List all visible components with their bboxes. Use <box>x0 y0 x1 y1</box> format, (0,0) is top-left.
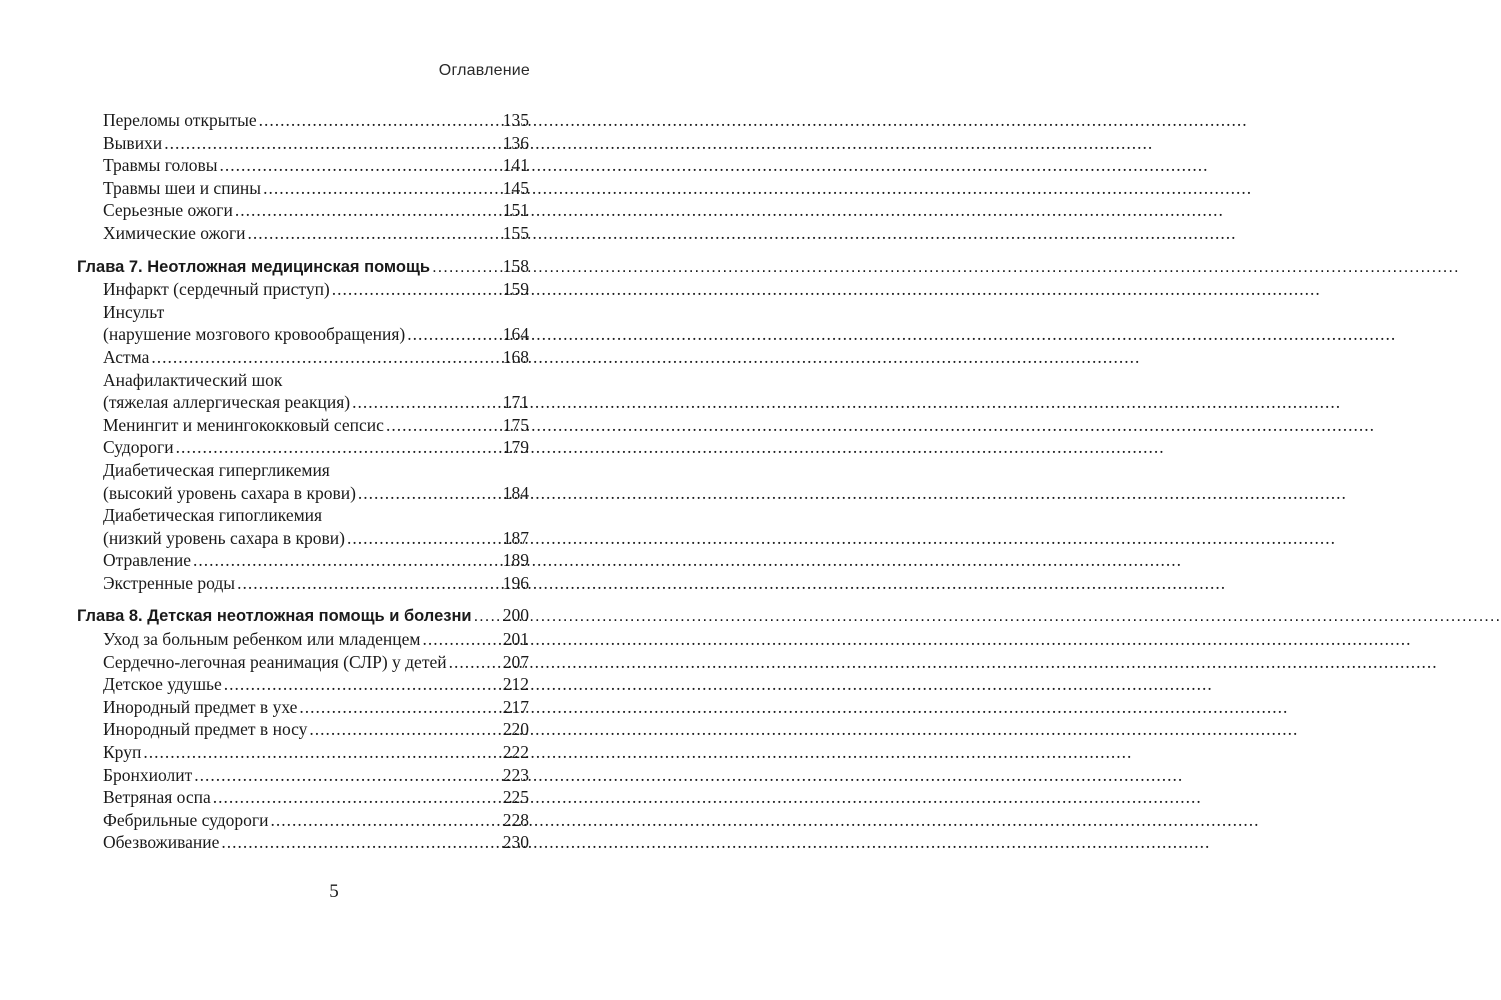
toc-entry-page: 175 <box>502 414 529 435</box>
toc-leader-dots <box>237 572 501 595</box>
toc-entry-page: 184 <box>502 482 529 503</box>
toc-leader-dots <box>432 256 501 279</box>
toc-chapter-title: Глава 8. Детская неотложная помощь и болезни <box>77 607 472 626</box>
toc-entry[interactable] <box>77 199 529 222</box>
toc-entry-title: Вывихи <box>103 132 163 153</box>
toc-entry-title-line1: Диабетическая гипергликемия <box>103 459 330 480</box>
toc-entry[interactable] <box>77 527 529 550</box>
toc-leader-dots <box>358 482 501 505</box>
toc-entry[interactable] <box>77 831 529 854</box>
toc-entry-page: 141 <box>502 155 529 176</box>
toc-entry[interactable] <box>77 651 529 674</box>
toc-entry-page: 187 <box>502 527 529 548</box>
toc-entry-title: Сердечно-легочная реанимация (СЛР) у детей <box>103 651 447 672</box>
toc-entry[interactable] <box>77 628 529 651</box>
toc-entry-page: 223 <box>502 764 529 785</box>
toc-entry-title: Травмы головы <box>103 155 218 176</box>
toc-entry-page: 189 <box>502 550 529 571</box>
toc-chapter-title: Глава 7. Неотложная медицинская помощь <box>77 257 431 276</box>
toc-entry-title: Инородный предмет в ухе <box>103 696 298 717</box>
toc-entry-title-line1: Инсульт <box>103 301 165 322</box>
toc-leader-dots <box>193 549 501 572</box>
toc-chapter-heading[interactable] <box>77 604 529 628</box>
toc-leader-dots <box>332 278 501 301</box>
toc-entry-page: 207 <box>502 651 529 672</box>
toc-entry-page: 212 <box>502 674 529 695</box>
toc-entry-page: 230 <box>502 832 529 853</box>
toc-entry[interactable] <box>77 696 529 719</box>
toc-entry[interactable] <box>77 482 529 505</box>
toc-entry-title: Переломы открытые <box>103 110 257 130</box>
toc-entry-title: Травмы шеи и спины <box>103 177 262 198</box>
toc-entry-page: 179 <box>502 437 529 458</box>
toc-entry[interactable] <box>77 109 529 132</box>
toc-entry[interactable] <box>77 809 529 832</box>
toc-entry[interactable] <box>77 154 529 177</box>
toc-entry-title: Химические ожоги <box>103 222 246 243</box>
toc-entry-title: Серьезные ожоги <box>103 200 233 221</box>
toc-chapter-page: 200 <box>502 605 529 626</box>
toc-entry-page: 220 <box>502 719 529 740</box>
toc-leader-dots <box>194 764 500 787</box>
toc-chapter-page: 158 <box>502 255 529 276</box>
toc-entry[interactable] <box>77 414 529 437</box>
toc-entry-page: 171 <box>502 392 529 413</box>
toc-entry-page: 145 <box>502 177 529 198</box>
toc-leader-dots <box>263 177 501 200</box>
toc-leader-dots <box>164 132 501 155</box>
toc-entry-title: Астма <box>103 346 150 367</box>
toc-entry-title: (нарушение мозгового кровообращения) <box>103 324 406 345</box>
toc-entry-title: Менингит и менингококковый сепсис <box>103 414 384 435</box>
toc-entry-page: 135 <box>502 110 529 130</box>
toc-entry-title: Уход за больным ребенком или младенцем <box>103 629 421 650</box>
toc-entry-page: 222 <box>502 742 529 763</box>
toc-entry[interactable] <box>77 278 529 301</box>
toc-leader-dots <box>224 673 501 696</box>
toc-entry-page: 159 <box>502 279 529 300</box>
toc-entry-title: Бронхиолит <box>103 764 193 785</box>
toc-entry-title: Обезвоживание <box>103 832 220 853</box>
running-head: Оглавление <box>438 62 530 79</box>
toc-entry-line <box>77 504 529 527</box>
toc-entry[interactable] <box>77 673 529 696</box>
toc-entry-page: 164 <box>502 324 529 345</box>
toc-entry[interactable] <box>77 391 529 414</box>
toc-entry[interactable] <box>77 718 529 741</box>
toc-leader-dots <box>176 436 501 459</box>
toc-leader-dots <box>407 323 500 346</box>
page-number: 5 <box>329 881 339 902</box>
toc-leader-dots <box>270 809 500 832</box>
toc-entry-line <box>77 369 529 392</box>
toc-entry-title: Детское удушье <box>103 674 222 695</box>
toc-leader-dots <box>347 527 501 550</box>
table-of-contents <box>77 109 529 864</box>
toc-leader-dots <box>235 199 501 222</box>
toc-entry-title: (низкий уровень сахара в крови) <box>103 527 346 548</box>
toc-entry-page: 228 <box>502 809 529 830</box>
toc-entry[interactable] <box>77 436 529 459</box>
toc-leader-dots <box>213 786 501 809</box>
toc-entry-page: 201 <box>502 629 529 650</box>
toc-entry-title: Отравление <box>103 550 192 571</box>
toc-entry-title: Фебрильные судороги <box>103 809 269 830</box>
toc-leader-dots <box>299 696 500 719</box>
toc-entry[interactable] <box>77 764 529 787</box>
toc-leader-dots <box>259 109 501 132</box>
toc-entry[interactable] <box>77 572 529 595</box>
toc-entry-page: 155 <box>502 222 529 243</box>
toc-leader-dots <box>352 391 501 414</box>
toc-section <box>77 255 529 595</box>
toc-entry-line <box>77 459 529 482</box>
toc-entry[interactable] <box>77 741 529 764</box>
toc-leader-dots <box>221 831 500 854</box>
toc-entry-page: 196 <box>502 572 529 593</box>
toc-entry-title: Ветряная оспа <box>103 787 211 808</box>
toc-entry-title-line1: Анафилактический шок <box>103 369 283 390</box>
toc-leader-dots <box>422 628 500 651</box>
toc-entry-title-line1: Диабетическая гипогликемия <box>103 505 323 526</box>
toc-entry-title: Круп <box>103 742 142 763</box>
toc-leader-dots <box>219 154 500 177</box>
toc-entry-page: 151 <box>502 200 529 221</box>
toc-entry-title: Судороги <box>103 437 174 458</box>
toc-leader-dots <box>309 718 500 741</box>
toc-entry-title: Инородный предмет в носу <box>103 719 308 740</box>
toc-leader-dots <box>386 414 501 437</box>
toc-entry[interactable] <box>77 549 529 572</box>
toc-entry[interactable] <box>77 323 529 346</box>
toc-entry[interactable] <box>77 346 529 369</box>
toc-entry[interactable] <box>77 177 529 200</box>
toc-entry-title: (высокий уровень сахара в крови) <box>103 482 356 503</box>
toc-entry-page: 136 <box>502 132 529 153</box>
toc-leader-dots <box>474 605 501 628</box>
toc-entry-page: 168 <box>502 346 529 367</box>
toc-entry-title: Экстренные роды <box>103 572 236 593</box>
toc-chapter-heading[interactable] <box>77 255 529 279</box>
toc-entry-line <box>77 301 529 324</box>
toc-section <box>77 109 529 245</box>
toc-entry[interactable] <box>77 132 529 155</box>
toc-entry[interactable] <box>77 222 529 245</box>
toc-section <box>77 604 529 854</box>
toc-entry-page: 217 <box>502 696 529 717</box>
toc-entry[interactable] <box>77 786 529 809</box>
toc-entry-page: 225 <box>502 787 529 808</box>
toc-leader-dots <box>151 346 500 369</box>
toc-entry-title: (тяжелая аллергическая реакция) <box>103 392 351 413</box>
toc-leader-dots <box>449 651 501 674</box>
toc-entry-title: Инфаркт (сердечный приступ) <box>103 279 330 300</box>
toc-leader-dots <box>143 741 500 764</box>
toc-leader-dots <box>248 222 501 245</box>
